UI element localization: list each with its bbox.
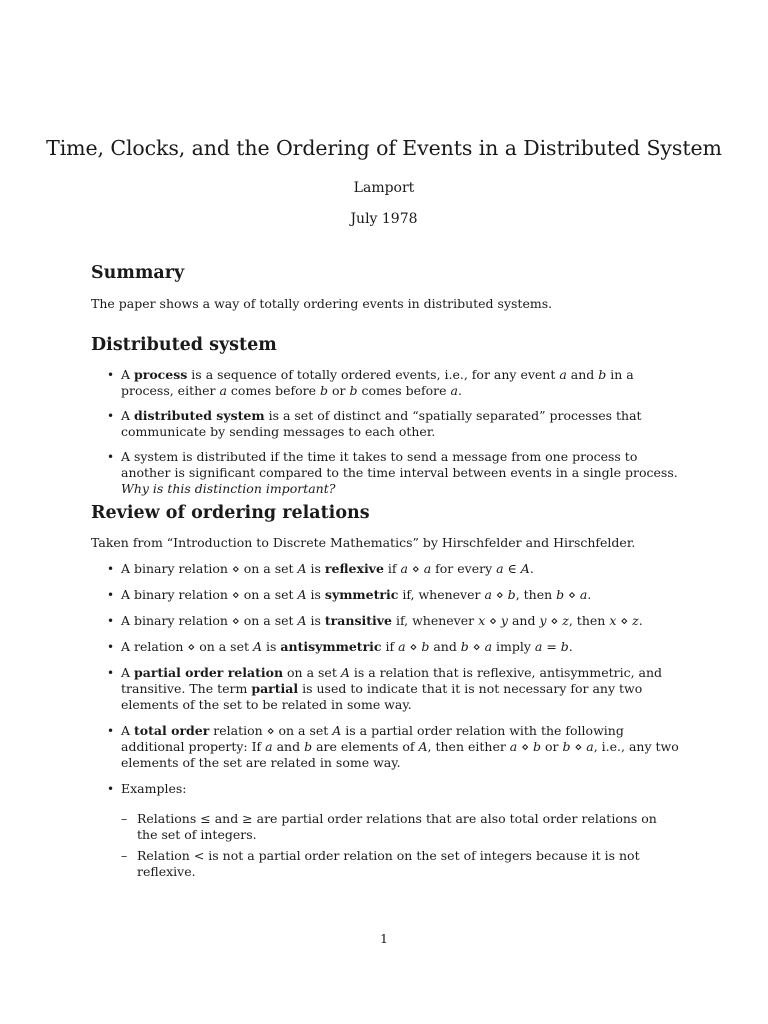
question-note: Why is this distinction important? <box>121 481 336 496</box>
author-name: Lamport <box>353 180 415 196</box>
distributed-system-heading: Distributed system <box>91 335 277 355</box>
bullet-icon: • <box>107 409 115 423</box>
summary-text: The paper shows a way of totally ordering events in distributed systems. <box>91 296 553 311</box>
examples-sublist <box>121 811 680 880</box>
list-item-examples <box>105 781 680 880</box>
list-item-reflexive: • A binary relation ⋄ on a set A is reflexive if a ⋄ a for every a ∈ A. <box>107 561 534 576</box>
review-heading: Review of ordering relations <box>91 503 370 523</box>
dash-icon: – <box>121 848 128 863</box>
list-item-total-order: • A total order relation ⋄ on a set A is a partial order relation with the following additional property: If a and b are elements of A, then either a ⋄ b or b ⋄ a, i.e., any two elements of the set are related in some way. <box>107 723 679 770</box>
page-number: 1 <box>380 931 388 946</box>
dash-icon: – <box>121 811 128 826</box>
term-total-order: total order <box>134 723 210 738</box>
list-item-partial-order: • A partial order relation on a set A is a relation that is reflexive, antisymmetric, and transitive. The term partial is used to indicate that it is not necessary for any two elements of the set to be related in some way. <box>107 665 663 712</box>
bullet-icon: • <box>107 782 115 796</box>
example-item: – Relations ≤ and ≥ are partial order relations that are also total order relations on the set of integers. <box>121 811 657 842</box>
term-process: process <box>134 367 188 382</box>
bullet-icon: • <box>107 368 115 382</box>
bullet-icon: • <box>107 640 115 654</box>
ordering-relations-list <box>105 561 680 880</box>
bullet-icon: • <box>107 666 115 680</box>
term-distributed-system: distributed system <box>134 408 265 423</box>
term-symmetric: symmetric <box>324 587 399 602</box>
term-reflexive: reflexive <box>324 561 384 576</box>
review-intro: Taken from “Introduction to Discrete Mathematics” by Hirschfelder and Hirschfelder. <box>91 535 636 550</box>
bullet-icon: • <box>107 562 115 576</box>
term-antisymmetric: antisymmetric <box>280 639 382 654</box>
term-partial: partial <box>251 681 299 696</box>
list-item-antisymmetric: • A relation ⋄ on a set A is antisymmetric if a ⋄ b and b ⋄ a imply a = b. <box>107 639 573 654</box>
list-item-symmetric: • A binary relation ⋄ on a set A is symmetric if, whenever a ⋄ b, then b ⋄ a. <box>107 587 592 602</box>
term-transitive: transitive <box>324 613 392 628</box>
bullet-icon: • <box>107 724 115 738</box>
distributed-system-list <box>105 367 680 497</box>
example-item: – Relation < is not a partial order relation on the set of integers because it is not reflexive. <box>121 848 640 879</box>
list-item-process: • A process is a sequence of totally ordered events, i.e., for any event a and b in a process, either a comes before b or b comes before a. <box>107 367 634 398</box>
bullet-icon: • <box>107 588 115 602</box>
summary-heading: Summary <box>91 263 185 283</box>
term-partial-order-relation: partial order relation <box>134 665 284 680</box>
examples-label: Examples: <box>121 781 187 796</box>
list-item-transitive: • A binary relation ⋄ on a set A is transitive if, whenever x ⋄ y and y ⋄ z, then x ⋄ z. <box>107 613 643 628</box>
publication-date: July 1978 <box>350 211 418 227</box>
list-item-system-definition: • A system is distributed if the time it takes to send a message from one process to another is significant compared to the time interval between events in a single process. Why is this distinction important? <box>107 449 678 496</box>
page-title: Time, Clocks, and the Ordering of Events in a Distributed System <box>46 136 722 160</box>
bullet-icon: • <box>107 450 115 464</box>
bullet-icon: • <box>107 614 115 628</box>
list-item-distributed-system: • A distributed system is a set of distinct and “spatially separated” processes that communicate by sending messages to each other. <box>107 408 642 439</box>
